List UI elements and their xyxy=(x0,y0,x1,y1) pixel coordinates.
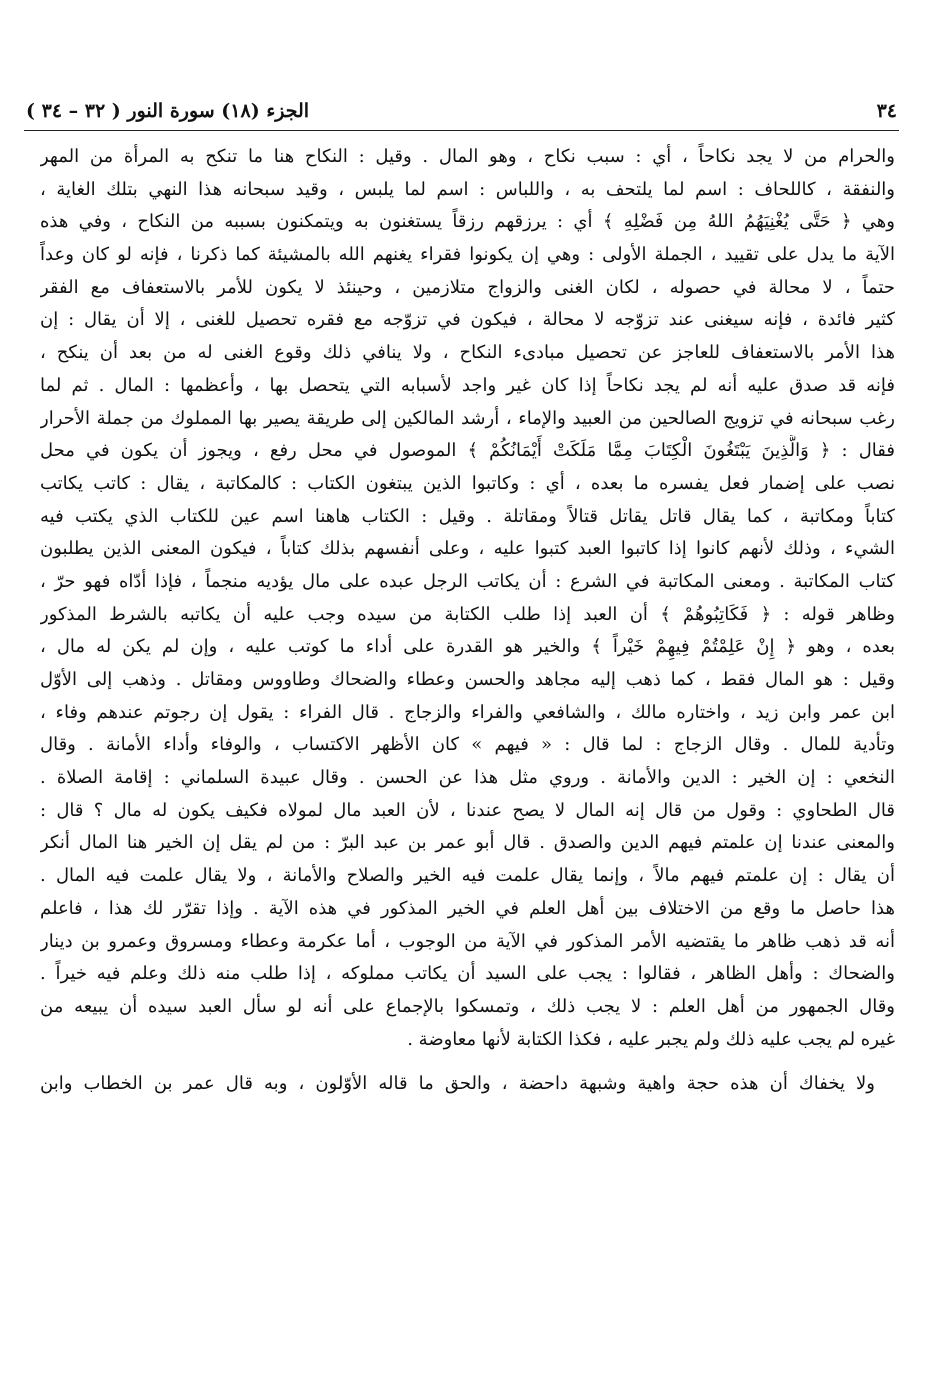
text-line: فإنه قد صدق عليه أنه لم يجد نكاحاً إذا كان غير واجد لأسبابه التي يتحصل بها ، وأعظمها : المال . ثم لما xyxy=(40,374,895,396)
text-line: وهي ﴿ حَتَّى يُغْنِيَهُمُ اللهُ مِن فَضْلِهِ ﴾ أي : يرزقهم رزقاً يستغنون به ويتمكنون بسببه من النكاح ، وفي هذه xyxy=(40,211,895,233)
text-line: غيره لم يجب عليه ذلك ولم يجبر عليه ، فكذا الكتابة لأنها معاوضة . xyxy=(407,1028,895,1050)
text-line: كثير فائدة ، فإنه سيغنى عند تزوّجه لا محالة ، فيكون في تزوّجه مع فقره تحصيل للغنى ، إلا أن يقال : إن xyxy=(40,309,895,331)
page-number: ٣٤ xyxy=(876,100,897,122)
text-line: بعده ، وهو ﴿ إِنْ عَلِمْتُمْ فِيهِمْ خَيْراً ﴾ والخير هو القدرة على أداء ما كوتب عليه ، وإن لم يكن له مال ، xyxy=(40,636,895,658)
text-line: الشيء ، وذلك لأنهم كانوا إذا كاتبوا العبد كتبوا عليه ، وعلى أنفسهم بذلك كتاباً ، فيكون المعنى الذين يطلبون xyxy=(40,538,895,560)
text-line: كتاب المكاتبة . ومعنى المكاتبة في الشرع : أن يكاتب الرجل عبده على مال يؤديه منجماً ، فإذا أدّاه فهو حرّ ، xyxy=(40,570,895,592)
body-text xyxy=(40,141,895,1101)
text-line: وتأدية للمال . وقال الزجاج : لما قال : « فيهم » كان الأظهر الاكتساب ، والوفاء وأداء الأمانة . وقال xyxy=(40,734,895,756)
text-line: وظاهر قوله : ﴿ فَكَاتِبُوهُمْ ﴾ أن العبد إذا طلب الكتابة من سيده وجب عليه أن يكاتبه بالشرط المذكور xyxy=(40,603,895,625)
running-header xyxy=(26,94,897,128)
text-line: رغب سبحانه في تزويج الصالحين من العبيد والإماء ، أرشد المالكين إلى طريقة يصير بها المملوك من جملة الأحرار xyxy=(40,407,895,429)
paragraph xyxy=(40,1068,895,1101)
text-line: والمعنى عندنا إن علمتم فيهم الدين والصدق . قال أبو عمر بن عبد البرّ : من لم يقل إن الخير هنا المال أنكر xyxy=(40,832,895,854)
text-line: وقال الجمهور من أهل العلم : لا يجب ذلك ، وتمسكوا بالإجماع على أنه لو سأل العبد سيده أن يبيعه من xyxy=(40,995,895,1017)
text-line: والنفقة ، كاللحاف : اسم لما يلتحف به ، واللباس : اسم لما يلبس ، وقيد سبحانه هذا النهي بتلك الغاية ، xyxy=(40,178,895,200)
text-line: هذا الأمر بالاستعفاف للعاجز عن تحصيل مبادىء النكاح ، ولا ينافي ذلك وقوع الغنى له من بعد أن ينكح ، xyxy=(40,342,895,364)
text-line: وقيل : هو المال فقط ، كما ذهب إليه مجاهد والحسن وعطاء والضحاك وطاووس ومقاتل . وذهب إلى الأوّل xyxy=(40,669,895,690)
text-line: النخعي : إن الخير : الدين والأمانة . وروي مثل هذا عن الحسن . وقال عبيدة السلماني : إقامة الصلاة . xyxy=(40,767,895,789)
text-line: قال الطحاوي : وقول من قال إنه المال لا يصح عندنا ، لأن العبد مال لمولاه فكيف يكون له مال ؟ قال : xyxy=(40,799,895,821)
text-line: كتاباً ومكاتبة ، كما يقال قاتل يقاتل قتالاً ومقاتلة . وقيل : الكتاب هاهنا اسم عين للكتاب الذي يكتب فيه xyxy=(40,505,895,527)
text-line: والحرام من لا يجد نكاحاً ، أي : سبب نكاح ، وهو المال . وقيل : النكاح هنا ما تنكح به المرأة من المهر xyxy=(40,146,895,167)
text-line: أن يقال : إن علمتم فيهم مالاً ، وإنما يقال علمت فيه الخير والصلاح والأمانة ، ولا يقال علمت فيه المال . xyxy=(40,865,895,887)
text-line: فقال : ﴿ وَالَّذِينَ يَبْتَغُونَ الْكِتَابَ مِمَّا مَلَكَتْ أَيْمَانُكُمْ ﴾ الموصول في محل رفع ، ويجوز أن يكون في محل xyxy=(40,440,895,462)
text-line: حتماً ، لا محالة في حصوله ، لكان الغنى والزواج متلازمين ، وحينئذ لا يكون للأمر بالاستعفاف مع الفقر xyxy=(40,276,895,298)
text-line: ولا يخفاك أن هذه حجة واهية وشبهة داحضة ، والحق ما قاله الأوّلون ، وبه قال عمر بن الخطاب وابن xyxy=(40,1073,875,1095)
text-line: هذا حاصل ما وقع من الاختلاف بين أهل العلم في الخير المذكور في هذه الآية . وإذا تقرّر لك هذا ، فاعلم xyxy=(40,897,895,919)
text-line: الآية ما يدل على تقييد ، الجملة الأولى : وهي إن يكونوا فقراء يغنهم الله بالمشيئة كما ذكرنا ، فإنه لو كان وعداً xyxy=(40,244,895,266)
text-line: نصب على إضمار فعل يفسره ما بعده ، أي : وكاتبوا الذين يبتغون الكتاب : كالمكاتبة ، يقال : كاتب يكاتب xyxy=(40,472,895,494)
text-line: والضحاك : وأهل الظاهر ، فقالوا : يجب على السيد أن يكاتب مملوكه ، إذا طلب منه ذلك وعلم فيه خيراً . xyxy=(40,963,895,985)
paragraph xyxy=(40,141,895,1056)
text-line: أنه قد ذهب ظاهر ما يقتضيه الأمر المذكور في الآية من الوجوب ، أما عكرمة وعطاء ومسروق وعمرو بن دينار xyxy=(40,930,895,952)
text-line: ابن عمر وابن زيد ، واختاره مالك ، والشافعي والفراء والزجاج . قال الفراء : يقول إن رجوتم عندهم وفاء ، xyxy=(40,701,895,723)
section-title: الجزء (١٨) سورة النور ( ٣٢ – ٣٤ ) xyxy=(26,100,310,122)
paragraph-gap xyxy=(40,1056,895,1068)
header-divider xyxy=(24,130,899,131)
